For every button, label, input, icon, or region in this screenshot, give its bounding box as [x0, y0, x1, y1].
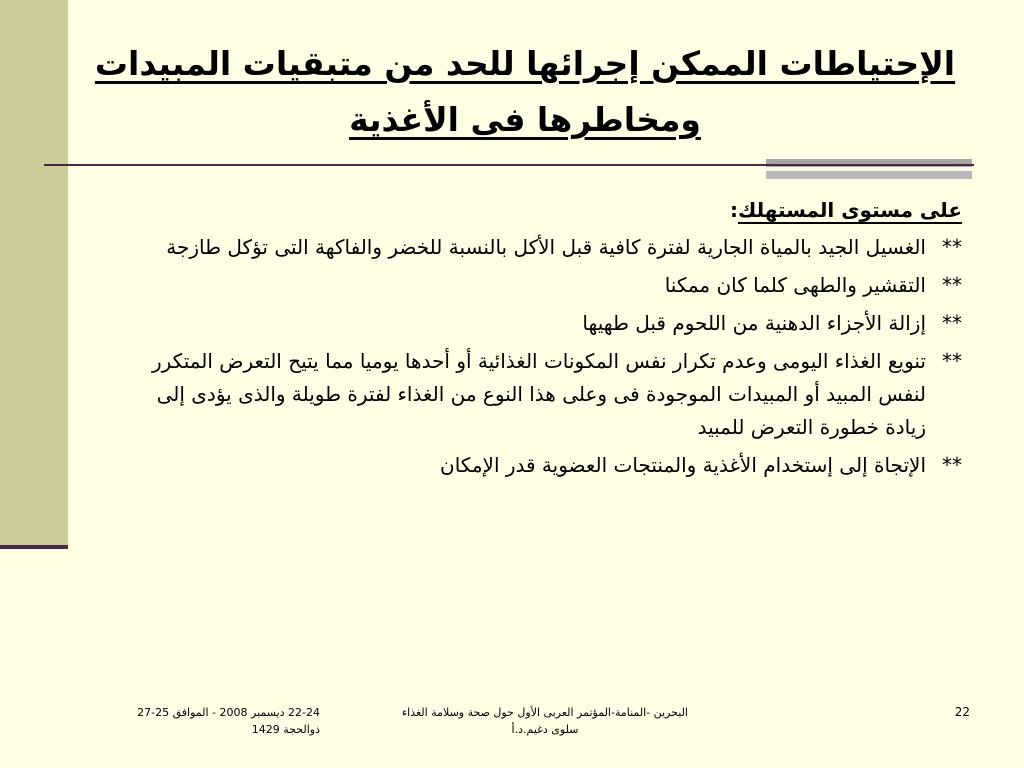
- title-divider: [44, 164, 974, 166]
- footer-event-line-1: البحرين -المنامة-المؤتمر العربى الأول حول صحة وسلامة الغذاء: [402, 706, 688, 719]
- slide-title-line-1: الإحتياطات الممكن إجرائها للحد من متبقيات المبيدات: [94, 44, 956, 83]
- section-subheading: [132, 190, 962, 231]
- list-item: [132, 307, 962, 340]
- bullet-marker: **: [942, 235, 962, 259]
- bullet-list: [132, 231, 962, 482]
- bullet-marker: **: [942, 311, 962, 335]
- list-item: [132, 269, 962, 302]
- list-item: [132, 345, 962, 444]
- list-item-text: الغسيل الجيد بالمياة الجارية لفترة كافية قبل الأكل بالنسبة للخضر والفاكهة التى تؤكل طازجة: [166, 235, 926, 259]
- footer-event: [380, 704, 710, 738]
- list-item-text: الإتجاة إلى إستخدام الأغذية والمنتجات العضوية قدر الإمكان: [440, 453, 926, 477]
- list-item-text: تنويع الغذاء اليومى وعدم تكرار نفس المكونات الغذائية أو أحدها يوميا مما يتيح التعرض المتكرر لنفس المبيد أو المبيدات الموجودة فى وعلى هذا النوع من الغذاء لفترة طويلة والذى يؤدى إلى زيادة خطورة التعرض للمبيد: [151, 349, 926, 439]
- footer-date: [110, 704, 320, 738]
- bullet-marker: **: [942, 453, 962, 477]
- title-accent-bars: [766, 159, 972, 179]
- list-item-text: إزالة الأجزاء الدهنية من اللحوم قبل طهيها: [582, 311, 926, 335]
- subheading-text: على مستوى المستهلك: [737, 198, 962, 222]
- list-item: [132, 231, 962, 264]
- footer-date-line-2: ذوالحجة 1429: [251, 723, 320, 736]
- side-bar-underline: [0, 545, 68, 549]
- bullet-marker: **: [942, 349, 962, 373]
- side-bar: [0, 0, 68, 545]
- slide-body: [132, 190, 962, 487]
- list-item-text: التقشير والطهى كلما كان ممكنا: [664, 273, 926, 297]
- slide-title-line-2: ومخاطرها فى الأغذية: [349, 100, 701, 139]
- bullet-marker: **: [942, 273, 962, 297]
- page-number: 22: [954, 705, 970, 719]
- footer-date-line-1: 22-24 ديسمبر 2008 - الموافق 25-27: [137, 706, 320, 719]
- list-item: [132, 449, 962, 482]
- slide-title: [90, 36, 960, 148]
- footer-event-line-2: سلوى دغيم.د.أ: [511, 723, 579, 736]
- subheading-colon: :: [729, 198, 738, 222]
